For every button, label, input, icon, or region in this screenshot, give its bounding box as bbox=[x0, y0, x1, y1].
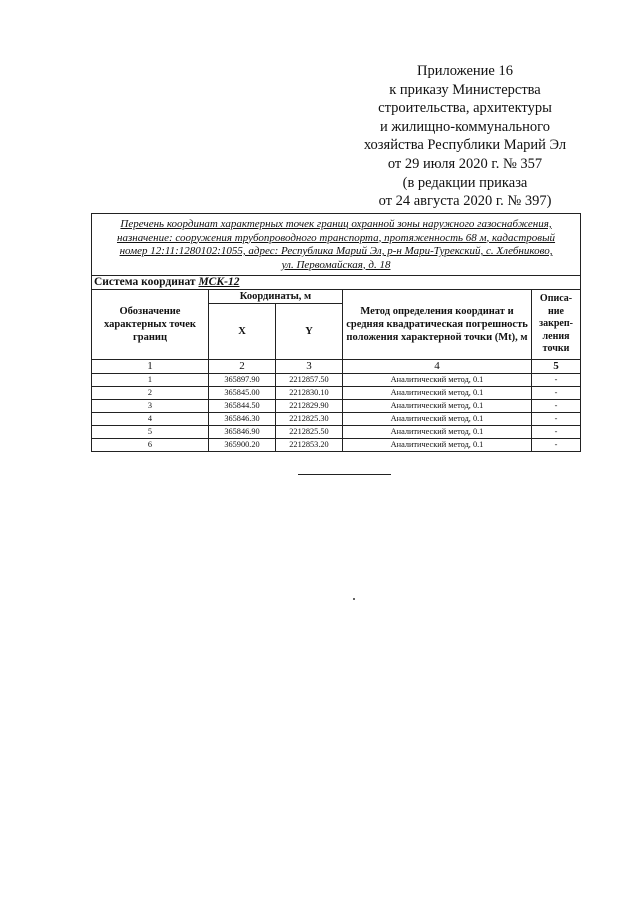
point-number: 4 bbox=[92, 413, 209, 426]
point-number: 5 bbox=[92, 426, 209, 439]
table-row bbox=[92, 387, 581, 400]
table-row bbox=[92, 413, 581, 426]
column-number: 5 bbox=[532, 360, 581, 374]
description: - bbox=[532, 400, 581, 413]
coord-x: 365846.90 bbox=[209, 426, 276, 439]
description: - bbox=[532, 413, 581, 426]
caption-line: номер 12:11:1280102:1055, адрес: Республика Марий Эл, р-н Мари-Турекский, с. Хлебниково, bbox=[119, 245, 553, 257]
header-y: Y bbox=[276, 304, 343, 360]
appendix-line: к приказу Министерства bbox=[389, 81, 541, 98]
header-point-designation: Обозначение характерных точек границ bbox=[92, 290, 209, 360]
column-number: 2 bbox=[209, 360, 276, 374]
appendix-header bbox=[355, 62, 575, 211]
coordinates-table bbox=[91, 213, 581, 452]
coord-x: 365844.50 bbox=[209, 400, 276, 413]
column-number: 1 bbox=[92, 360, 209, 374]
signature-divider-line bbox=[298, 474, 391, 475]
column-number: 3 bbox=[276, 360, 343, 374]
table-row bbox=[92, 426, 581, 439]
coord-y: 2212825.30 bbox=[276, 413, 343, 426]
method: Аналитический метод, 0.1 bbox=[343, 387, 532, 400]
point-number: 3 bbox=[92, 400, 209, 413]
scan-speck bbox=[353, 598, 355, 600]
column-number-row bbox=[92, 360, 581, 374]
appendix-line: и жилищно-коммунального bbox=[379, 118, 551, 135]
description: - bbox=[532, 387, 581, 400]
coordinate-system-value: МСК-12 bbox=[198, 276, 240, 288]
column-number: 4 bbox=[343, 360, 532, 374]
appendix-line: хозяйства Республики Марий Эл bbox=[363, 137, 567, 154]
table-row bbox=[92, 439, 581, 452]
coord-y: 2212830.10 bbox=[276, 387, 343, 400]
coord-x: 365897.90 bbox=[209, 374, 276, 387]
method: Аналитический метод, 0.1 bbox=[343, 439, 532, 452]
caption-line: назначение: сооружения трубопроводного транспорта, протяженность 68 м, кадастровый bbox=[116, 231, 556, 244]
table-caption bbox=[92, 214, 581, 276]
appendix-line: от 29 июля 2020 г. № 357 bbox=[387, 155, 543, 172]
header-x: X bbox=[209, 304, 276, 360]
coordinate-system-label: Система координат bbox=[94, 276, 196, 288]
description: - bbox=[532, 374, 581, 387]
appendix-line: от 24 августа 2020 г. № 397) bbox=[378, 193, 552, 210]
coord-y: 2212853.20 bbox=[276, 439, 343, 452]
point-number: 1 bbox=[92, 374, 209, 387]
coord-y: 2212857.50 bbox=[276, 374, 343, 387]
caption-line: Перечень координат характерных точек границ охранной зоны наружного газоснабжения, bbox=[120, 218, 552, 230]
coord-y: 2212829.90 bbox=[276, 400, 343, 413]
description: - bbox=[532, 439, 581, 452]
point-number: 6 bbox=[92, 439, 209, 452]
coordinate-system-row bbox=[92, 276, 581, 290]
header-description: Описа-ние закреп-ления точки bbox=[532, 290, 581, 360]
method: Аналитический метод, 0.1 bbox=[343, 400, 532, 413]
appendix-line: (в редакции приказа bbox=[402, 174, 528, 191]
header-method: Метод определения координат и средняя квадратическая погрешность положения характерной точки (Mt), м bbox=[343, 290, 532, 360]
method: Аналитический метод, 0.1 bbox=[343, 413, 532, 426]
point-number: 2 bbox=[92, 387, 209, 400]
coord-x: 365846.30 bbox=[209, 413, 276, 426]
header-coordinates: Координаты, м bbox=[209, 290, 343, 304]
appendix-line: строительства, архитектуры bbox=[378, 100, 552, 117]
coord-x: 365845.00 bbox=[209, 387, 276, 400]
table-row bbox=[92, 400, 581, 413]
caption-line: ул. Первомайская, д. 18 bbox=[281, 258, 391, 271]
description: - bbox=[532, 426, 581, 439]
coord-y: 2212825.50 bbox=[276, 426, 343, 439]
method: Аналитический метод, 0.1 bbox=[343, 426, 532, 439]
table-row bbox=[92, 374, 581, 387]
method: Аналитический метод, 0.1 bbox=[343, 374, 532, 387]
appendix-line: Приложение 16 bbox=[417, 63, 513, 79]
coord-x: 365900.20 bbox=[209, 439, 276, 452]
